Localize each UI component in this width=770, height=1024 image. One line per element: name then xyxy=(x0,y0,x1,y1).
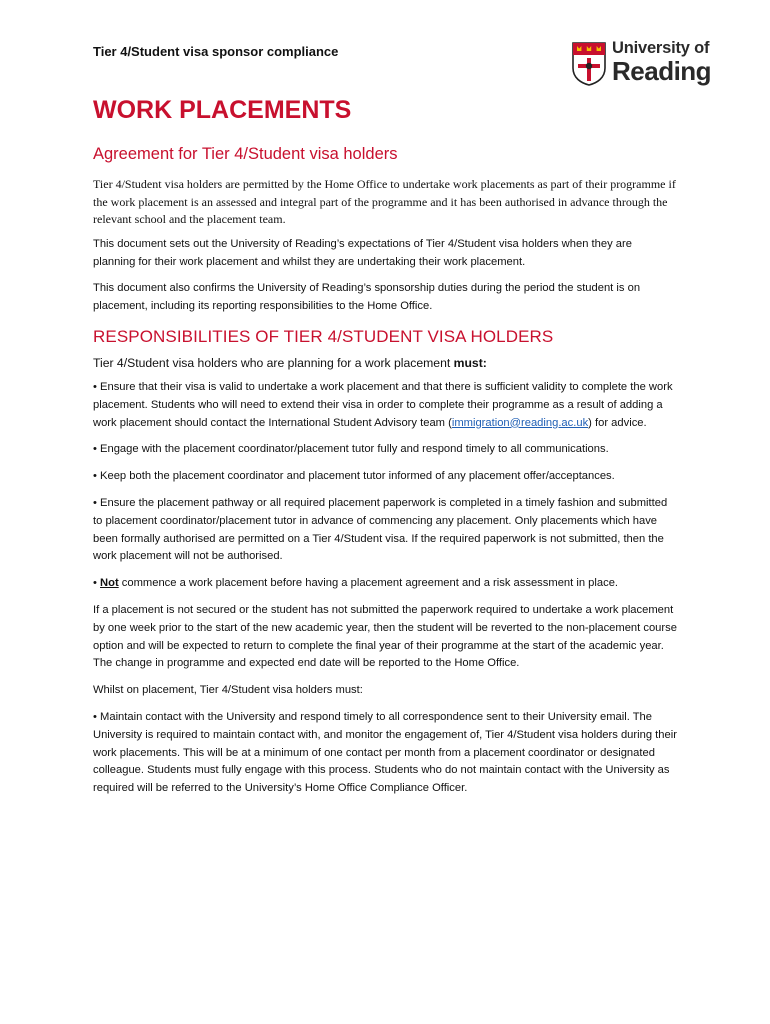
bullet-keep-informed: • Keep both the placement coordinator and placement tutor informed of any placement offer/acceptances. xyxy=(93,470,615,483)
page-title: WORK PLACEMENTS xyxy=(93,96,352,124)
intro-paragraph-1: Tier 4/Student visa holders are permitted by the Home Office to undertake work placements as part of their programme if the work placement is an assessed and integral part of the programme and it has been authorised in advance through the relevant school and the placement team. xyxy=(93,177,676,227)
university-crest-icon xyxy=(572,42,606,86)
bullet-not-commence-marker: • xyxy=(93,577,101,590)
logo-line-2: Reading xyxy=(612,55,712,86)
bullet-maintain-contact: • Maintain contact with the University and respond timely to all correspondence sent to their University email. The University is required to maintain contact with, and monitor the engagement of, Tier 4/Student visa holders during their work placements. This will be at a minimum of one contact per month from a placement coordinator or designated colleague. Students must fully engage with this process. Students who do not maintain contact with the University as required will be referred to the University’s Home Office Compliance Officer. xyxy=(93,710,677,795)
bullet-visa-validity-end: ) for advice. xyxy=(588,416,647,429)
paragraph-placement-not-secured: If a placement is not secured or the student has not submitted the paperwork required to undertake a work placement by one week prior to the start of the new academic year, then the student will be reverted to the non-placement course option and will be expected to return to complete the final year of their programme at the start of the academic year. The change in programme and expected end date will be reported to the Home Office. xyxy=(93,603,677,670)
bullet-visa-validity-text: • Ensure that their visa is valid to undertake a work placement and that there is sufficient validity to complete the work placement. Students who will need to extend their visa in order to complete their programme as a result of adding a work placement should contact the International Student Advisory team ( xyxy=(93,380,673,429)
intro-paragraph-3: This document also confirms the University of Reading’s sponsorship duties during the period the student is on placement, including its reporting responsibilities to the Home Office. xyxy=(93,282,641,313)
bullet-not-commence-text: commence a work placement before having a placement agreement and a risk assessment in place. xyxy=(118,577,619,590)
section-lead-text: Tier 4/Student visa holders who are planning for a work placement xyxy=(93,355,454,370)
section-lead xyxy=(93,356,677,370)
bullet-engage-coordinator: • Engage with the placement coordinator/placement tutor fully and respond timely to all communications. xyxy=(93,443,609,456)
university-wordmark xyxy=(612,40,711,84)
document-body xyxy=(93,176,677,807)
page-subtitle: Agreement for Tier 4/Student visa holders xyxy=(93,145,398,163)
immigration-email-link[interactable]: immigration@reading.ac.uk xyxy=(451,416,589,429)
section-heading: RESPONSIBILITIES OF TIER 4/STUDENT VISA HOLDERS xyxy=(93,326,554,346)
bullet-visa-validity xyxy=(93,379,677,432)
section-lead-bold: must: xyxy=(453,355,487,370)
bullet-paperwork: • Ensure the placement pathway or all required placement paperwork is completed in a timely fashion and submitted to placement coordinator/placement tutor in advance of commencing any placement. Only placements which have been formally authorised are permitted on a Tier 4/Student visa. If the required paperwork is not submitted, then the work placement will not be authorised. xyxy=(93,496,668,563)
intro-paragraph-2: This document sets out the University of Reading’s expectations of Tier 4/Student visa holders when they are planning for their work placement and whilst they are undertaking their work placement. xyxy=(93,237,632,268)
logo-line-1: University of xyxy=(612,39,710,57)
paragraph-whilst-on-placement: Whilst on placement, Tier 4/Student visa holders must: xyxy=(93,684,363,697)
university-logo xyxy=(570,40,730,96)
bullet-not-commence xyxy=(93,575,677,593)
document-header-label: Tier 4/Student visa sponsor compliance xyxy=(93,44,339,59)
bullet-not-commence-emphasis: Not xyxy=(100,577,119,590)
